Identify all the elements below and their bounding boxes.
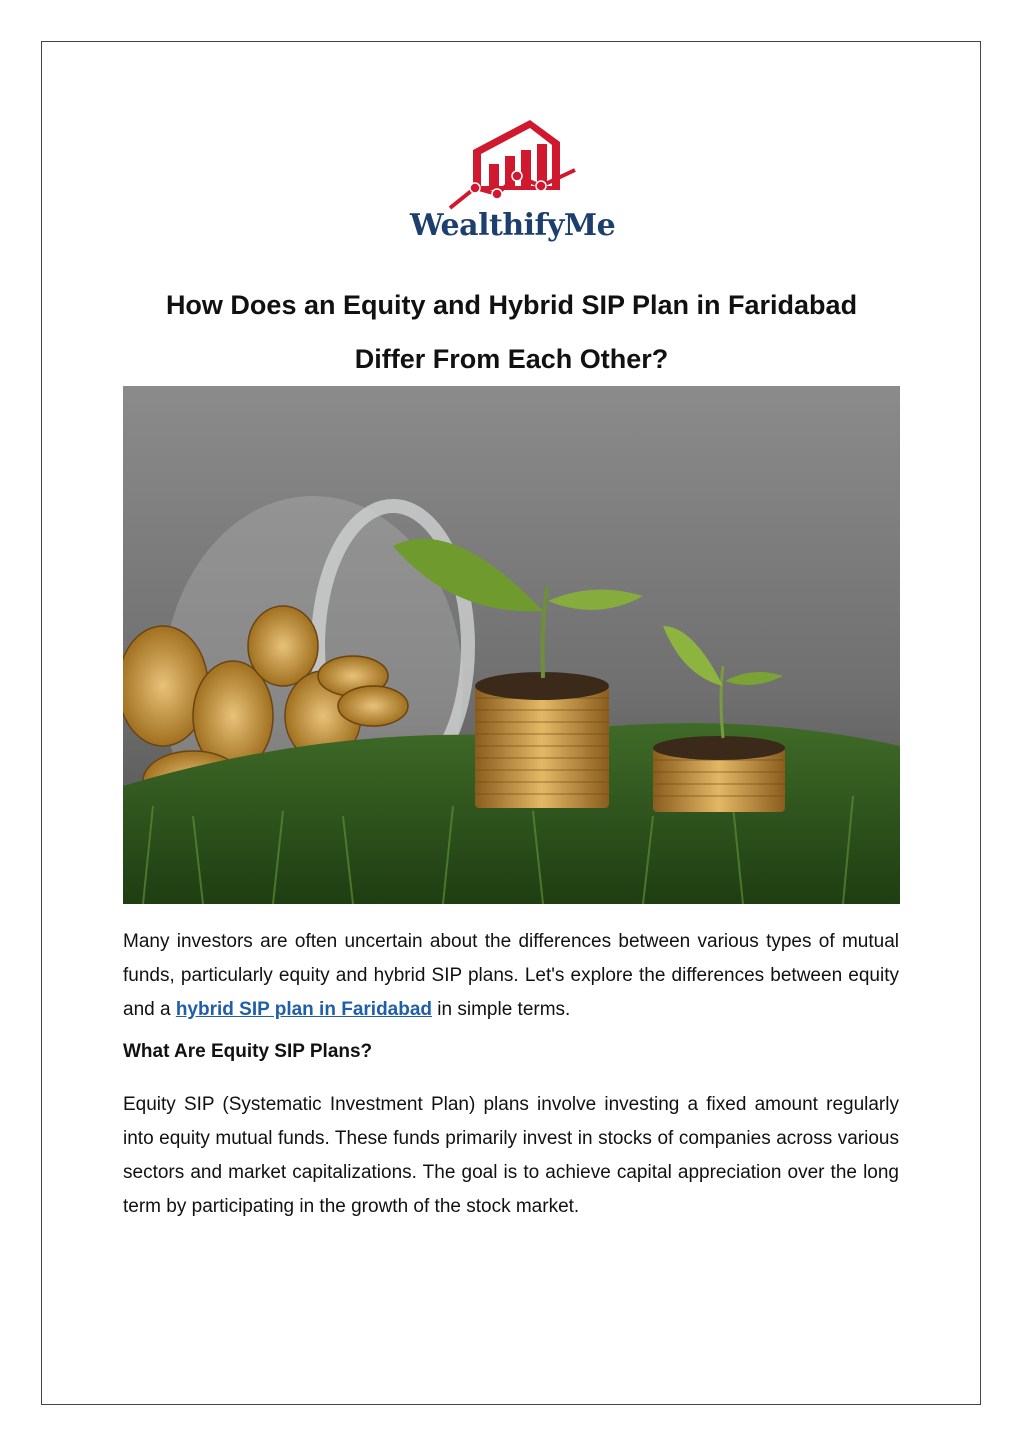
hero-image: [123, 386, 900, 904]
equity-sip-paragraph: Equity SIP (Systematic Investment Plan) plans involve investing a fixed amount regularly into equity mutual funds. These funds primarily invest in stocks of companies across various sectors and market capitalizations. The goal is to achieve capital appreciation over the long term by participating in the growth of the stock market.: [123, 1094, 899, 1217]
hybrid-sip-link[interactable]: hybrid SIP plan in Faridabad: [175, 999, 433, 1020]
intro-paragraph: [123, 925, 899, 1027]
title-line-1: How Does an Equity and Hybrid SIP Plan in Faridabad: [165, 290, 858, 320]
logo-mark-icon: [445, 120, 580, 210]
section-heading: What Are Equity SIP Plans?: [123, 1041, 373, 1062]
coins-plant-illustration: [123, 386, 900, 904]
logo-text: WealthifyMe: [409, 208, 616, 243]
wealthifyme-logo[interactable]: [405, 120, 620, 260]
intro-text-after-link: in simple terms.: [432, 999, 571, 1020]
intro-text-before-link: Many investors are often uncertain about the differences between various types of mutual funds, particularly equity and hybrid SIP plans. Let's explore the differences between equity and a: [123, 931, 899, 1020]
page-title: [110, 278, 913, 386]
title-line-2: Differ From Each Other?: [354, 344, 669, 374]
